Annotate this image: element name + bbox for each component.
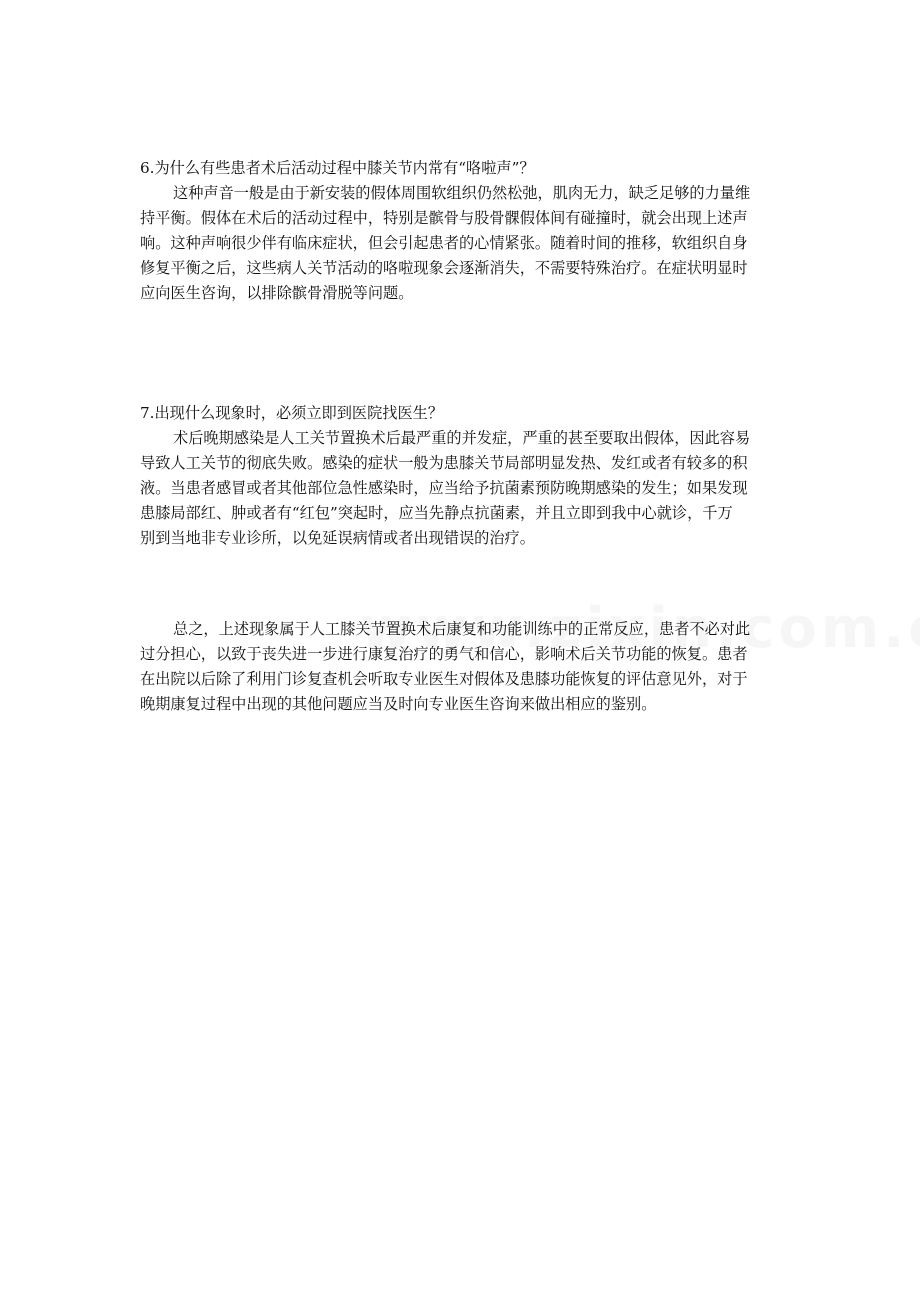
paragraph-line: 液。当患者感冒或者其他部位急性感染时，应当给予抗菌素预防晚期感染的发生；如果发现 [140,479,748,497]
paragraph-line: 这种声音一般是由于新安装的假体周围软组织仍然松弛，肌肉无力，缺乏足够的力量维 [173,184,751,202]
section-7-heading: 7.出现什么现象时，必须立即到医院找医生？ [140,404,444,422]
paragraph-line: 持平衡。假体在术后的活动过程中，特别是髌骨与股骨髁假体间有碰撞时，就会出现上述声 [140,209,748,227]
paragraph-line: 总之，上述现象属于人工膝关节置换术后康复和功能训练中的正常反应，患者不必对此 [173,620,751,638]
paragraph-line: 响。这种声响很少伴有临床症状，但会引起患者的心情紧张。随着时间的推移，软组织自身 [140,234,748,252]
section-6-heading: 6.为什么有些患者术后活动过程中膝关节内常有“咯啦声”？ [140,159,535,177]
paragraph-line: 应向医生咨询，以排除髌骨滑脱等问题。 [140,284,414,302]
paragraph-line: 导致人工关节的彻底失败。感染的症状一般为患膝关节局部明显发热、发红或者有较多的积 [140,454,748,472]
paragraph-line: 术后晚期感染是人工关节置换术后最严重的并发症，严重的甚至要取出假体，因此容易 [173,429,751,447]
section-6 [140,156,780,306]
paragraph-line: 晚期康复过程中出现的其他问题应当及时向专业医生咨询来做出相应的鉴别。 [140,695,657,713]
paragraph-line: 别到当地非专业诊所，以免延误病情或者出现错误的治疗。 [140,529,535,547]
paragraph-line: 修复平衡之后，这些病人关节活动的咯啦现象会逐渐消失，不需要特殊治疗。在症状明显时 [140,259,748,277]
paragraph-line: 患膝局部红、肿或者有“红包”突起时，应当先静点抗菌素，并且立即到我中心就诊，千万 [140,504,733,522]
paragraph-line: 过分担心，以致于丧失进一步进行康复治疗的勇气和信心，影响术后关节功能的恢复。患者 [140,645,748,663]
paragraph-line: 在出院以后除了利用门诊复查机会听取专业医生对假体及患膝功能恢复的评估意见外，对于 [140,670,748,688]
conclusion [140,617,780,717]
section-7 [140,401,780,551]
